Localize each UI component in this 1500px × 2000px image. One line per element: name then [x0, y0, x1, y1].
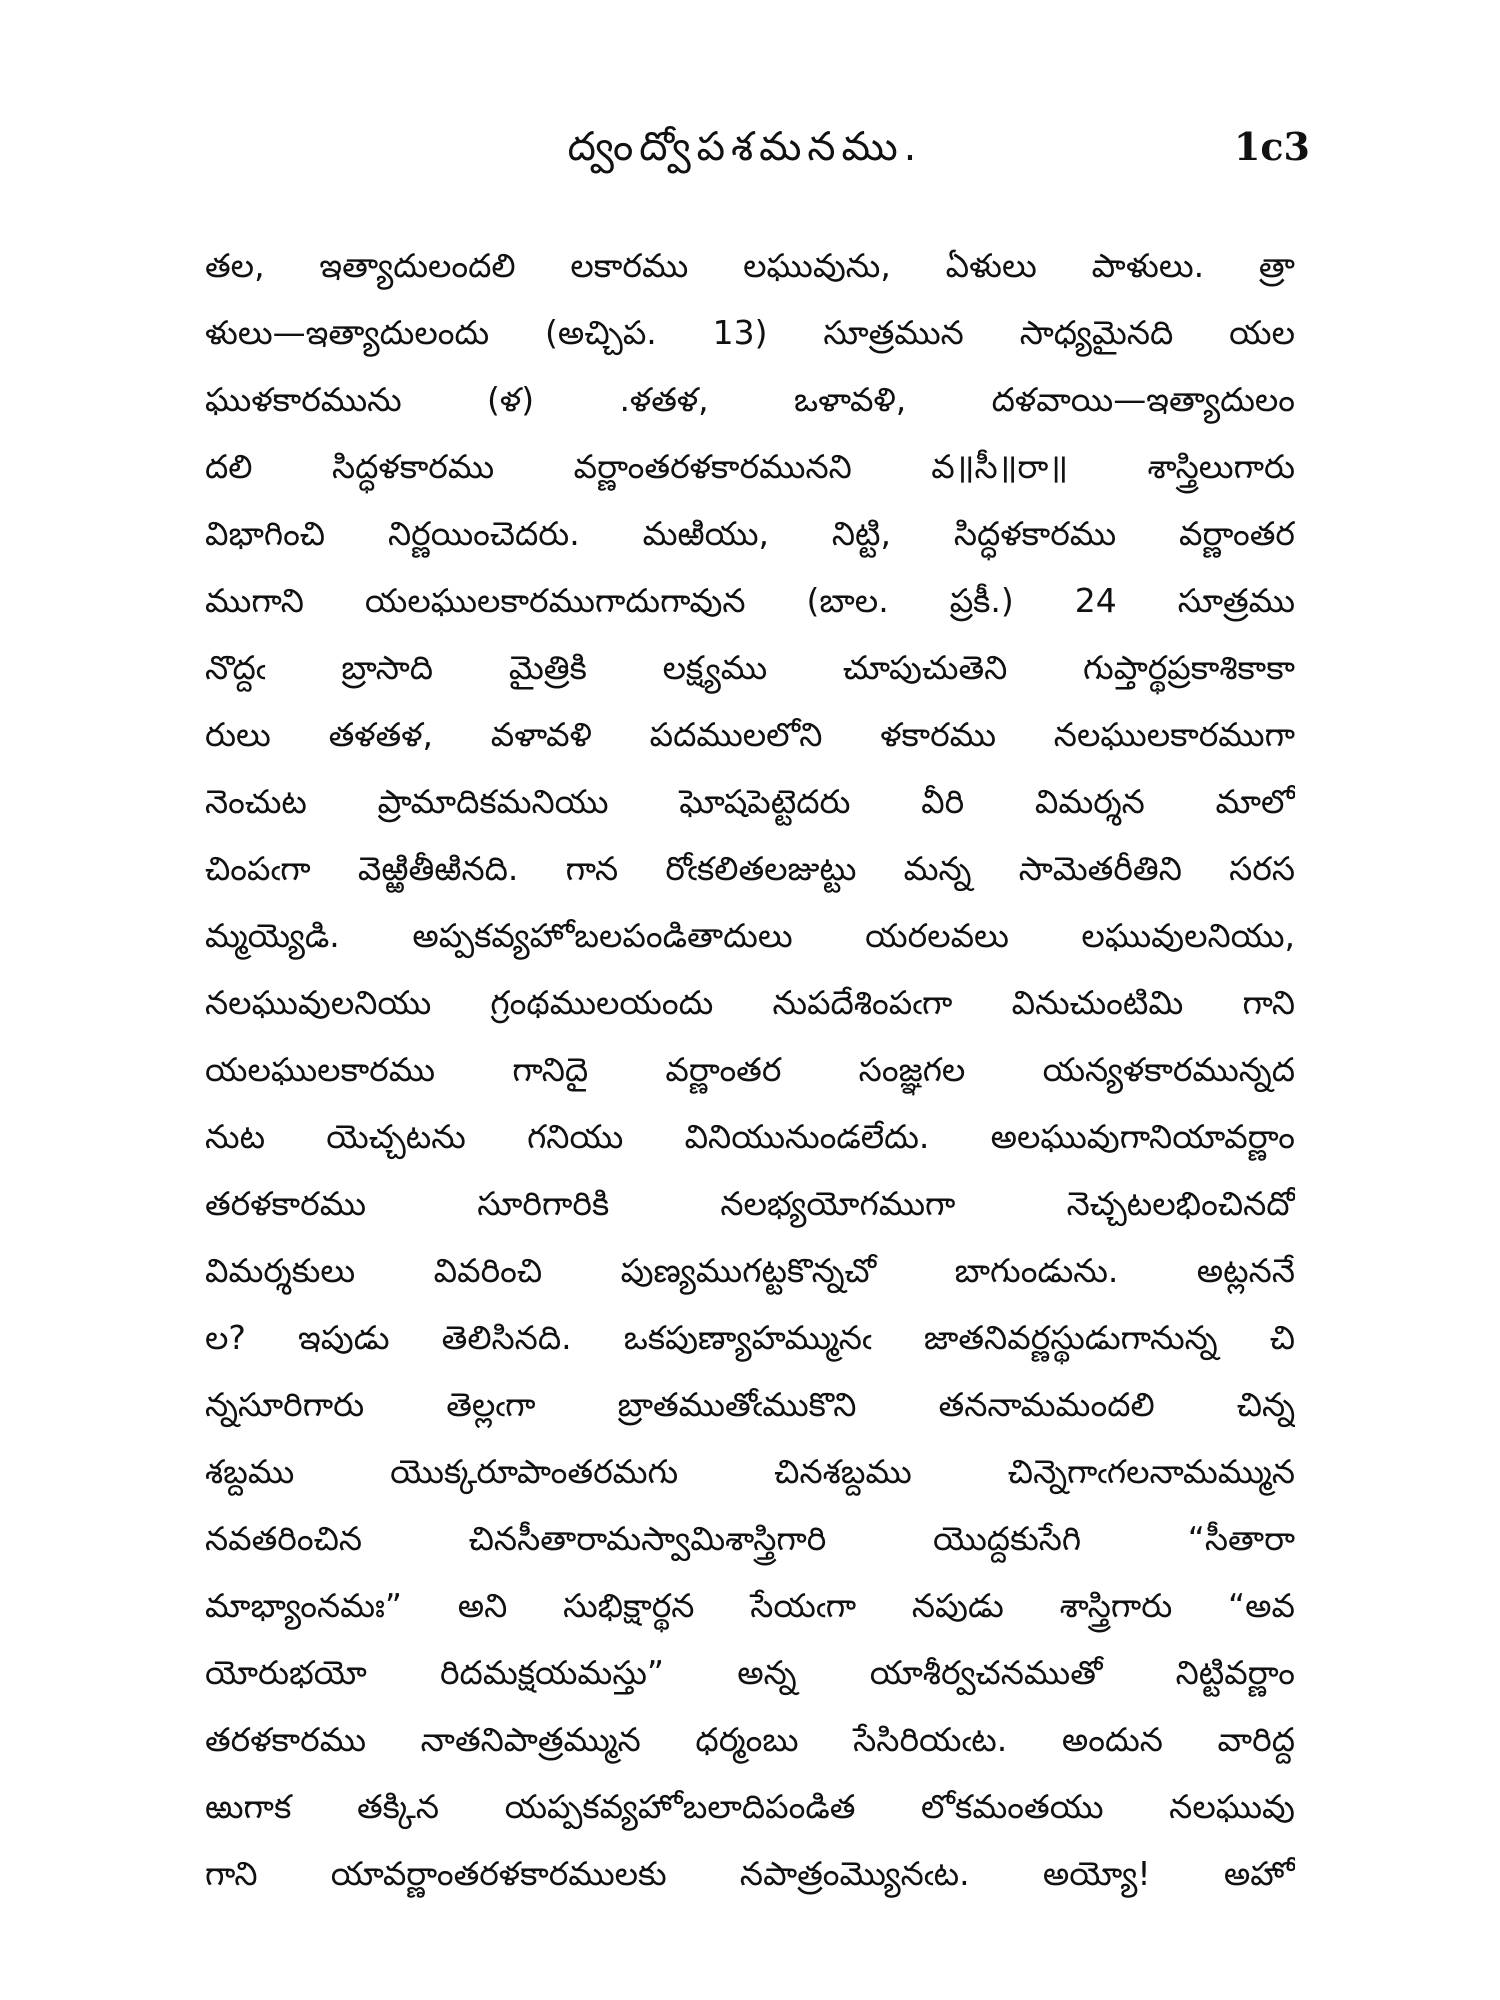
- text-line: చింపఁగా వెఱ్ఱితీఱినది. గాన రోఁకలితలజుట్టు మన్న సామెతరీతిని సరస: [205, 849, 1295, 888]
- text-line: నలఘువులనియు గ్రంథములయందు నుపదేశింపఁగా వినుచుంటిమి గాని: [205, 983, 1295, 1022]
- text-line: యోరుభయో రిదమక్షయమస్తు” అన్న యాశీర్వచనముతో నిట్టివర్ణాం: [205, 1653, 1295, 1692]
- text-line: శబ్దము యొక్కరూపాంతరమగు చినశబ్దము చిన్నెగాఁగలనామమ్మున: [205, 1452, 1295, 1491]
- text-line: ఱుగాక తక్కిన యప్పకవ్యహోబలాదిపండిత లోకమంతయు నలఘువు: [205, 1787, 1295, 1826]
- text-line: తరళకారము నాతనిపాత్రమ్మున ధర్మంబు సేసిరియఁట. అందున వారిద్ద: [205, 1720, 1295, 1759]
- text-line: విమర్శకులు వివరించి పుణ్యముగట్టకొన్నచో బాగుండును. అట్లననే: [205, 1251, 1295, 1290]
- text-line: మ్మయ్యెడి. అప్పకవ్యహోబలపండితాదులు యరలవలు లఘువులనియు,: [205, 916, 1295, 955]
- text-line: రులు తళతళ, వళావళి పదములలోని ళకారము నలఘులకారముగా: [205, 715, 1295, 754]
- text-line: గాని యావర్ణాంతరళకారములకు నపాత్రంమ్యొనఁట. అయ్యో! అహో: [205, 1854, 1295, 1893]
- text-line: విభాగించి నిర్ణయించెదరు. మఱియు, నిట్టి, సిద్ధళకారము వర్ణాంతర: [205, 514, 1295, 553]
- text-line: ళులు—ఇత్యాదులందు (అచ్చిప. 13) సూత్రమున సాధ్యమైనది యల: [205, 313, 1295, 352]
- body-text: [205, 232, 1295, 1907]
- text-line: తల, ఇత్యాదులందలి లకారము లఘువును, ఏళులు పాళులు. త్రా: [205, 246, 1295, 285]
- text-line: నొద్దఁ బ్రాసాది మైత్రికి లక్ష్యము చూపుచుతెని గుప్తార్థప్రకాశికాకా: [205, 648, 1295, 687]
- page-number: 1c3: [1233, 124, 1310, 169]
- text-line: తరళకారము సూరిగారికి నలభ్యయోగముగా నెచ్చటలభించినదో: [205, 1184, 1295, 1223]
- text-line: నెంచుట ప్రామాదికమనియు ఘోషపెట్టెదరు వీరి విమర్శన మాలో: [205, 782, 1295, 821]
- text-line: న్నసూరిగారు తెల్లఁగా బ్రాతముతోఁముకొని తననామమందలి చిన్న: [205, 1385, 1295, 1424]
- text-line: మాభ్యాంనమః” అని సుభిక్షార్థన సేయఁగా నపుడు శాస్త్రిగారు “అవ: [205, 1586, 1295, 1625]
- text-line: ల? ఇపుడు తెలిసినది. ఒకపుణ్యాహమ్మునఁ జాతనివర్ణస్థుడుగానున్న చి: [205, 1318, 1295, 1357]
- page-header: [180, 112, 1310, 182]
- text-line: ముగాని యలఘులకారముగాదుగావున (బాల. ప్రకీ.) 24 సూత్రము: [205, 581, 1295, 620]
- text-line: దలి సిద్ధళకారము వర్ణాంతరళకారమునని వ॥సీ॥రా॥ శాస్త్రిలుగారు: [205, 447, 1295, 486]
- text-line: నవతరించిన చినసీతారామస్వామిశాస్త్రిగారి యొద్దకుసేగి “సీతారా: [205, 1519, 1295, 1558]
- text-line: ఘుళకారమును (ళ) .ళతళ, ఒళావళి, దళవాయి—ఇత్యాదులం: [205, 380, 1295, 419]
- text-line: నుట యెచ్చటను గనియు వినియునుండలేదు. అలఘువుగానియావర్ణాం: [205, 1117, 1295, 1156]
- text-line: యలఘులకారము గానిదై వర్ణాంతర సంజ్ఞగల యన్యళకారమున్నద: [205, 1050, 1295, 1089]
- running-head-title: ద్వంద్వోపశమనము.: [567, 124, 923, 170]
